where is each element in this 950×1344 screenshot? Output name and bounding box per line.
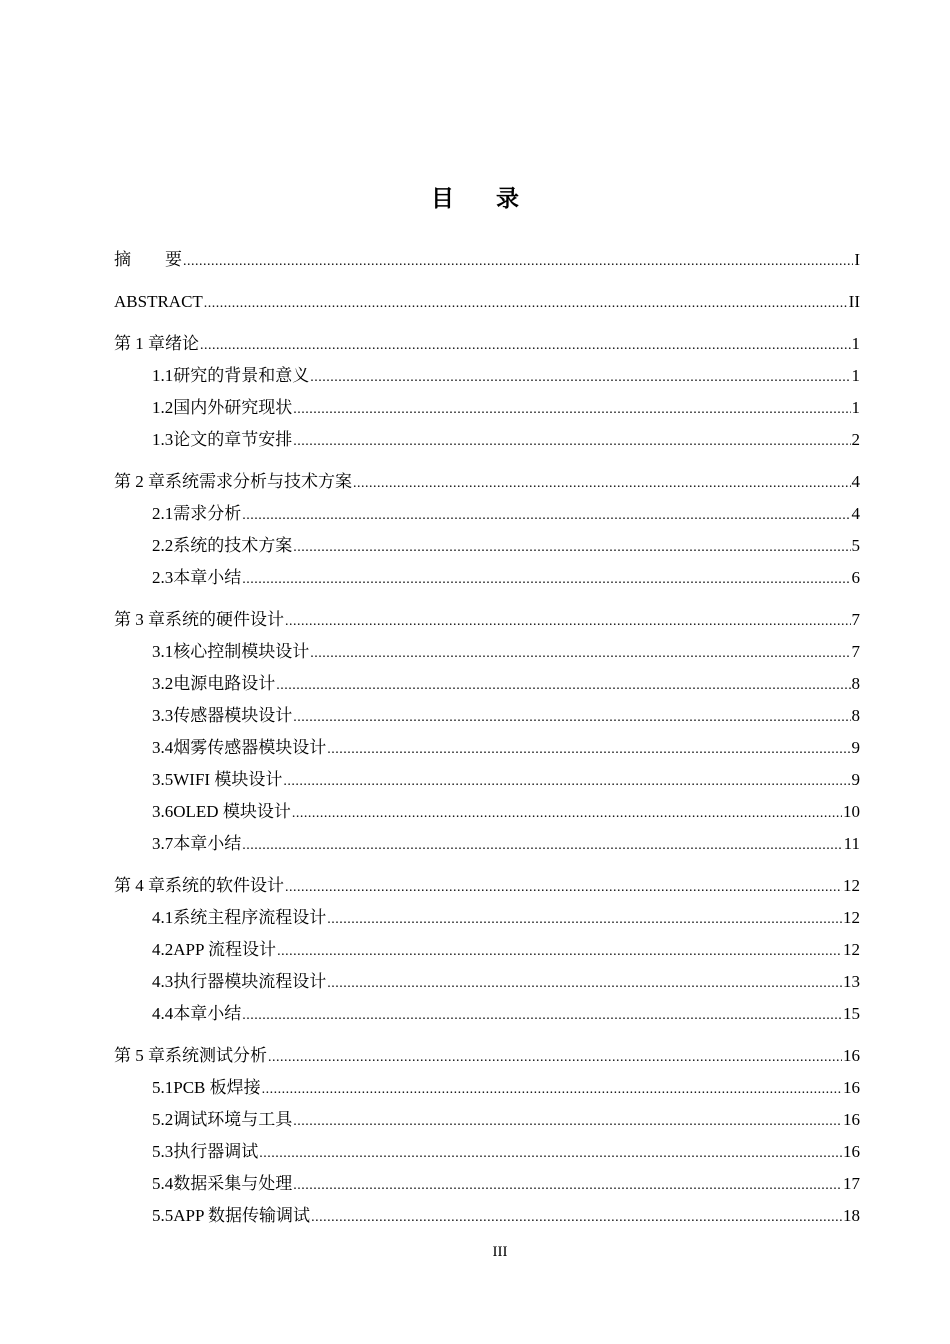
toc-entry-label: 需求分析 xyxy=(173,504,242,523)
toc-entry-label: 本章小结 xyxy=(173,834,242,853)
toc-chapter-entry[interactable] xyxy=(114,870,860,902)
toc-entry-page: 13 xyxy=(843,972,860,991)
toc-entry-page: 16 xyxy=(843,1078,860,1097)
toc-dot-leader xyxy=(242,1000,842,1032)
toc-entry-number: 5.3 xyxy=(152,1142,174,1161)
toc-entry-label: 传感器模块设计 xyxy=(173,706,293,725)
toc-entry-label: 执行器模块流程设计 xyxy=(173,972,327,991)
toc-entry-page: 7 xyxy=(851,642,860,661)
toc-entry-label: 系统主程序流程设计 xyxy=(173,908,327,927)
toc-entry-number: 1.1 xyxy=(152,366,174,385)
toc-dot-leader xyxy=(242,564,850,596)
toc-title xyxy=(0,180,950,213)
toc-section-entry[interactable] xyxy=(114,966,860,998)
toc-section-entry[interactable] xyxy=(114,392,860,424)
toc-entry-page: 15 xyxy=(843,1004,860,1023)
toc-entry-label: APP 流程设计 xyxy=(173,940,277,959)
toc-section-entry[interactable] xyxy=(114,668,860,700)
toc-dot-leader xyxy=(310,362,850,394)
toc-dot-leader xyxy=(293,1106,842,1138)
toc-section-entry[interactable] xyxy=(114,700,860,732)
toc-entry-label: ABSTRACT xyxy=(114,292,203,311)
toc-entry-number: 1.2 xyxy=(152,398,174,417)
toc-dot-leader xyxy=(204,288,848,320)
toc-entry-label: 研究的背景和意义 xyxy=(173,366,310,385)
toc-dot-leader xyxy=(293,1170,842,1202)
toc-entry-number: 2.2 xyxy=(152,536,174,555)
toc-dot-leader xyxy=(276,670,850,702)
toc-entry-page: 9 xyxy=(851,770,860,789)
toc-dot-leader xyxy=(259,1138,842,1170)
toc-entry-label: PCB 板焊接 xyxy=(173,1078,261,1097)
toc-dot-leader xyxy=(293,532,850,564)
toc-chapter-entry[interactable] xyxy=(114,604,860,636)
toc-section-entry[interactable] xyxy=(114,732,860,764)
toc-dot-leader xyxy=(242,830,842,862)
toc-entry-page: I xyxy=(854,250,860,269)
toc-section-entry[interactable] xyxy=(114,636,860,668)
toc-entry-label: 国内外研究现状 xyxy=(173,398,293,417)
toc-entry-label: 本章小结 xyxy=(173,568,242,587)
toc-entry-number: 5.4 xyxy=(152,1174,174,1193)
toc-dot-leader xyxy=(283,766,850,798)
toc-section-entry[interactable] xyxy=(114,902,860,934)
toc-entry-number: 3.6 xyxy=(152,802,174,821)
toc-entry-label: OLED 模块设计 xyxy=(173,802,291,821)
toc-entry-number: 3.4 xyxy=(152,738,174,757)
toc-entry-page: 18 xyxy=(843,1206,860,1225)
toc-entry-label: 系统的硬件设计 xyxy=(165,610,284,629)
toc-entry-label: 系统测试分析 xyxy=(165,1046,267,1065)
table-of-contents xyxy=(114,244,860,1232)
toc-entry-page: 1 xyxy=(851,366,860,385)
toc-dot-leader xyxy=(183,246,853,278)
toc-entry-label: 系统需求分析与技术方案 xyxy=(165,472,352,491)
toc-entry-page: 7 xyxy=(851,610,860,629)
toc-entry-page: 2 xyxy=(851,430,860,449)
toc-entry-label: 系统的软件设计 xyxy=(165,876,284,895)
toc-entry-label: WIFI 模块设计 xyxy=(173,770,283,789)
toc-chapter-entry[interactable] xyxy=(114,244,860,276)
toc-entry-page: 12 xyxy=(843,876,860,895)
toc-entry-page: 8 xyxy=(851,706,860,725)
toc-dot-leader xyxy=(311,1202,842,1234)
toc-chapter-entry[interactable] xyxy=(114,466,860,498)
toc-entry-label: 数据采集与处理 xyxy=(173,1174,293,1193)
toc-entry-number: 3.1 xyxy=(152,642,174,661)
toc-entry-page: 12 xyxy=(843,908,860,927)
toc-section-entry[interactable] xyxy=(114,1168,860,1200)
toc-dot-leader xyxy=(262,1074,842,1106)
toc-chapter-entry[interactable] xyxy=(114,1040,860,1072)
toc-section-entry[interactable] xyxy=(114,562,860,594)
toc-entry-label: 核心控制模块设计 xyxy=(173,642,310,661)
toc-entry-number: 第 4 章 xyxy=(114,876,165,895)
toc-entry-number: 5.5 xyxy=(152,1206,174,1225)
toc-entry-page: 9 xyxy=(851,738,860,757)
toc-chapter-entry[interactable] xyxy=(114,328,860,360)
toc-entry-label: 电源电路设计 xyxy=(173,674,276,693)
toc-dot-leader xyxy=(292,798,842,830)
toc-dot-leader xyxy=(293,426,850,458)
toc-entry-number: 1.3 xyxy=(152,430,174,449)
toc-entry-page: II xyxy=(848,292,860,311)
toc-title-part2: 录 xyxy=(496,186,519,211)
toc-section-entry[interactable] xyxy=(114,1104,860,1136)
toc-dot-leader xyxy=(242,500,850,532)
toc-section-entry[interactable] xyxy=(114,530,860,562)
toc-entry-page: 5 xyxy=(851,536,860,555)
toc-entry-number: 第 3 章 xyxy=(114,610,165,629)
toc-section-entry[interactable] xyxy=(114,1072,860,1104)
toc-entry-number: 3.7 xyxy=(152,834,174,853)
toc-entry-page: 8 xyxy=(851,674,860,693)
toc-entry-page: 11 xyxy=(843,834,860,853)
page-footer-number: III xyxy=(492,1244,508,1260)
toc-section-entry[interactable] xyxy=(114,934,860,966)
toc-dot-leader xyxy=(327,734,850,766)
toc-entry-number: 第 2 章 xyxy=(114,472,165,491)
toc-entry-label: 调试环境与工具 xyxy=(173,1110,293,1129)
toc-entry-page: 12 xyxy=(843,940,860,959)
toc-entry-label: 绪论 xyxy=(165,334,199,353)
toc-entry-page: 4 xyxy=(851,504,860,523)
toc-dot-leader xyxy=(200,330,851,362)
toc-section-entry[interactable] xyxy=(114,1136,860,1168)
toc-entry-number: 4.1 xyxy=(152,908,174,927)
toc-dot-leader xyxy=(277,936,842,968)
toc-dot-leader xyxy=(293,394,850,426)
toc-entry-number: 3.5 xyxy=(152,770,174,789)
toc-entry-page: 1 xyxy=(851,334,860,353)
toc-dot-leader xyxy=(285,872,842,904)
toc-entry-label: 本章小结 xyxy=(173,1004,242,1023)
toc-entry-label: APP 数据传输调试 xyxy=(173,1206,311,1225)
toc-section-entry[interactable] xyxy=(114,360,860,392)
toc-entry-number: 2.1 xyxy=(152,504,174,523)
toc-entry-page: 16 xyxy=(843,1046,860,1065)
toc-entry-page: 16 xyxy=(843,1110,860,1129)
toc-dot-leader xyxy=(327,968,842,1000)
toc-entry-number: 4.4 xyxy=(152,1004,174,1023)
toc-entry-number: 4.3 xyxy=(152,972,174,991)
toc-entry-page: 6 xyxy=(851,568,860,587)
toc-entry-label: 论文的章节安排 xyxy=(173,430,293,449)
toc-dot-leader xyxy=(310,638,850,670)
toc-title-part1: 目 xyxy=(431,186,454,211)
toc-section-entry[interactable] xyxy=(114,1200,860,1232)
toc-section-entry[interactable] xyxy=(114,424,860,456)
toc-dot-leader xyxy=(293,702,850,734)
toc-dot-leader xyxy=(285,606,851,638)
toc-entry-page: 4 xyxy=(851,472,860,491)
toc-section-entry[interactable] xyxy=(114,828,860,860)
toc-entry-number: 5.2 xyxy=(152,1110,174,1129)
toc-entry-number: 3.2 xyxy=(152,674,174,693)
toc-entry-number: 3.3 xyxy=(152,706,174,725)
toc-dot-leader xyxy=(268,1042,842,1074)
toc-entry-page: 10 xyxy=(843,802,860,821)
toc-entry-number: 4.2 xyxy=(152,940,174,959)
toc-entry-label: 摘 要 xyxy=(114,250,182,269)
toc-entry-page: 17 xyxy=(843,1174,860,1193)
toc-dot-leader xyxy=(353,468,851,500)
toc-section-entry[interactable] xyxy=(114,764,860,796)
toc-entry-number: 5.1 xyxy=(152,1078,174,1097)
toc-entry-page: 16 xyxy=(843,1142,860,1161)
toc-entry-label: 系统的技术方案 xyxy=(173,536,293,555)
toc-section-entry[interactable] xyxy=(114,796,860,828)
toc-entry-label: 执行器调试 xyxy=(173,1142,259,1161)
toc-entry-number: 2.3 xyxy=(152,568,174,587)
toc-entry-page: 1 xyxy=(851,398,860,417)
toc-section-entry[interactable] xyxy=(114,998,860,1030)
toc-chapter-entry[interactable] xyxy=(114,286,860,318)
toc-entry-number: 第 5 章 xyxy=(114,1046,165,1065)
toc-dot-leader xyxy=(327,904,842,936)
toc-entry-number: 第 1 章 xyxy=(114,334,165,353)
toc-entry-label: 烟雾传感器模块设计 xyxy=(173,738,327,757)
toc-section-entry[interactable] xyxy=(114,498,860,530)
